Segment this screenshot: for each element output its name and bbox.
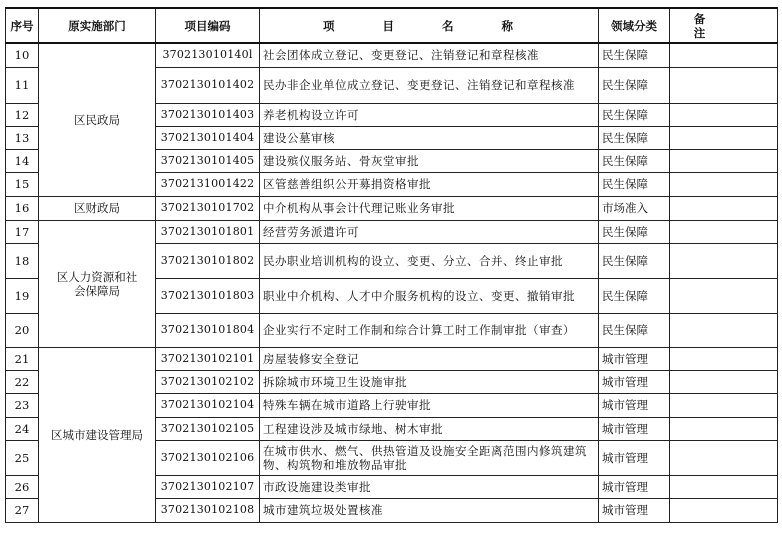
row-code: 3702130101801 (156, 220, 260, 243)
header-code: 项目编码 (156, 8, 260, 43)
row-code: 3702130102107 (156, 475, 260, 498)
row-no: 10 (6, 43, 39, 67)
row-note (670, 43, 778, 67)
row-code: 3702130102106 (156, 440, 260, 475)
row-category: 民生保障 (599, 172, 670, 196)
row-category: 城市管理 (599, 417, 670, 440)
row-name: 在城市供水、燃气、供热管道及设施安全距离范围内修筑建筑物、构筑物和堆放物品审批 (260, 440, 599, 475)
row-name: 特殊车辆在城市道路上行驶审批 (260, 393, 599, 417)
header-category: 领域分类 (599, 8, 670, 43)
row-name: 工程建设涉及城市绿地、树木审批 (260, 417, 599, 440)
row-note (670, 498, 778, 522)
row-category: 民生保障 (599, 220, 670, 243)
row-note (670, 393, 778, 417)
row-name: 房屋装修安全登记 (260, 347, 599, 370)
row-note (670, 220, 778, 243)
table-row (6, 347, 778, 370)
row-code: 3702130101402 (156, 67, 260, 103)
row-note (670, 243, 778, 278)
row-category: 城市管理 (599, 498, 670, 522)
row-no: 15 (6, 172, 39, 196)
row-name: 社会团体成立登记、变更登记、注销登记和章程核准 (260, 43, 599, 67)
dept-hr-label: 区人力资源和社会保障局 (56, 269, 138, 298)
row-category: 民生保障 (599, 43, 670, 67)
row-category: 民生保障 (599, 126, 670, 149)
row-code: 3702130101702 (156, 196, 260, 220)
row-category: 民生保障 (599, 149, 670, 172)
row-name: 拆除城市环境卫生设施审批 (260, 370, 599, 393)
row-code: 3702130101804 (156, 313, 260, 347)
row-note (670, 475, 778, 498)
header-row (6, 8, 778, 43)
row-category: 民生保障 (599, 278, 670, 313)
dept-finance: 区财政局 (39, 196, 156, 220)
row-no: 22 (6, 370, 39, 393)
row-no: 18 (6, 243, 39, 278)
row-no: 25 (6, 440, 39, 475)
row-no: 23 (6, 393, 39, 417)
row-name: 城市建筑垃圾处置核准 (260, 498, 599, 522)
row-code: 3702130101403 (156, 103, 260, 126)
row-code: 3702130101404 (156, 126, 260, 149)
row-note (670, 172, 778, 196)
row-category: 民生保障 (599, 243, 670, 278)
row-name: 企业实行不定时工作制和综合计算工时工作制审批（审查） (260, 313, 599, 347)
row-no: 16 (6, 196, 39, 220)
row-name: 经营劳务派遣许可 (260, 220, 599, 243)
row-note (670, 196, 778, 220)
row-code: 3702130102104 (156, 393, 260, 417)
row-name: 市政设施建设类审批 (260, 475, 599, 498)
row-note (670, 149, 778, 172)
row-no: 20 (6, 313, 39, 347)
row-category: 民生保障 (599, 67, 670, 103)
row-category: 民生保障 (599, 313, 670, 347)
table-row (6, 220, 778, 243)
row-code: 370213010140l (156, 43, 260, 67)
row-no: 27 (6, 498, 39, 522)
table-row (6, 196, 778, 220)
row-category: 城市管理 (599, 475, 670, 498)
dept-hr-social-security (39, 220, 156, 347)
header-no: 序号 (6, 8, 39, 43)
row-code: 3702130102102 (156, 370, 260, 393)
row-code: 3702130102108 (156, 498, 260, 522)
row-no: 24 (6, 417, 39, 440)
row-name: 职业中介机构、人才中介服务机构的设立、变更、撤销审批 (260, 278, 599, 313)
header-name: 项 目 名 称 (260, 8, 599, 43)
row-no: 17 (6, 220, 39, 243)
approval-items-table (5, 7, 778, 523)
row-category: 民生保障 (599, 103, 670, 126)
row-no: 14 (6, 149, 39, 172)
row-no: 11 (6, 67, 39, 103)
row-no: 26 (6, 475, 39, 498)
header-dept: 原实施部门 (39, 8, 156, 43)
row-no: 19 (6, 278, 39, 313)
row-note (670, 370, 778, 393)
row-note (670, 126, 778, 149)
row-note (670, 313, 778, 347)
row-code: 3702130101405 (156, 149, 260, 172)
row-name: 建设公墓审核 (260, 126, 599, 149)
row-code: 3702131001422 (156, 172, 260, 196)
row-code: 3702130102101 (156, 347, 260, 370)
row-note (670, 417, 778, 440)
row-category: 城市管理 (599, 440, 670, 475)
dept-urban-construction: 区城市建设管理局 (39, 347, 156, 522)
header-note: 备 注 (670, 8, 778, 43)
row-note (670, 103, 778, 126)
row-category: 城市管理 (599, 347, 670, 370)
row-name: 中介机构从事会计代理记账业务审批 (260, 196, 599, 220)
row-category: 城市管理 (599, 393, 670, 417)
row-category: 城市管理 (599, 370, 670, 393)
row-note (670, 440, 778, 475)
row-code: 3702130101802 (156, 243, 260, 278)
row-note (670, 278, 778, 313)
row-name: 建设殡仪服务站、骨灰堂审批 (260, 149, 599, 172)
row-code: 3702130101803 (156, 278, 260, 313)
row-no: 21 (6, 347, 39, 370)
table-row (6, 43, 778, 67)
row-code: 3702130102105 (156, 417, 260, 440)
row-no: 12 (6, 103, 39, 126)
row-note (670, 67, 778, 103)
row-name: 区管慈善组织公开募捐资格审批 (260, 172, 599, 196)
dept-civil-affairs: 区民政局 (39, 43, 156, 196)
row-name: 民办非企业单位成立登记、变更登记、注销登记和章程核准 (260, 67, 599, 103)
row-category: 市场准入 (599, 196, 670, 220)
row-note (670, 347, 778, 370)
row-no: 13 (6, 126, 39, 149)
row-name: 民办职业培训机构的设立、变更、分立、合并、终止审批 (260, 243, 599, 278)
row-name: 养老机构设立许可 (260, 103, 599, 126)
